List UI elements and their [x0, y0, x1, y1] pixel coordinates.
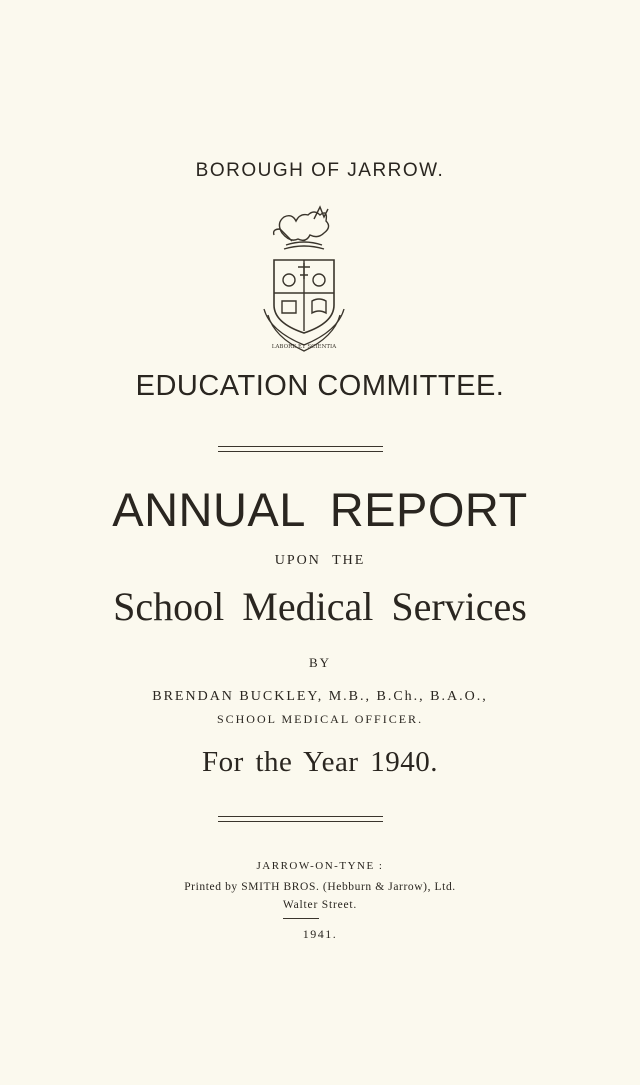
crest-motto: LABORE ET SCIENTIA: [271, 344, 337, 350]
by-line: BY: [308, 655, 332, 670]
upon-the-line: UPON THE: [274, 553, 366, 568]
short-rule-divider: [283, 918, 319, 919]
author-role: SCHOOL MEDICAL OFFICER.: [216, 712, 424, 726]
imprint-street: Walter Street.: [282, 899, 358, 911]
publication-year: 1941.: [302, 927, 338, 941]
report-subject: School Medical Services: [113, 584, 527, 629]
imprint-printer: Printed by SMITH BROS. (Hebburn & Jarrow), Ltd.: [184, 881, 456, 893]
borough-heading: BOROUGH OF JARROW.: [195, 160, 445, 181]
double-rule-divider-lower: [218, 816, 383, 822]
author-name: BRENDAN BUCKLEY, M.B., B.Ch., B.A.O.,: [152, 689, 488, 704]
borough-crest-icon: [262, 205, 346, 355]
committee-heading: EDUCATION COMMITTEE.: [135, 370, 505, 402]
report-title: ANNUAL REPORT: [112, 483, 528, 536]
report-period: For the Year 1940.: [201, 746, 439, 778]
imprint-place: JARROW-ON-TYNE :: [256, 860, 384, 872]
double-rule-divider: [218, 446, 383, 452]
